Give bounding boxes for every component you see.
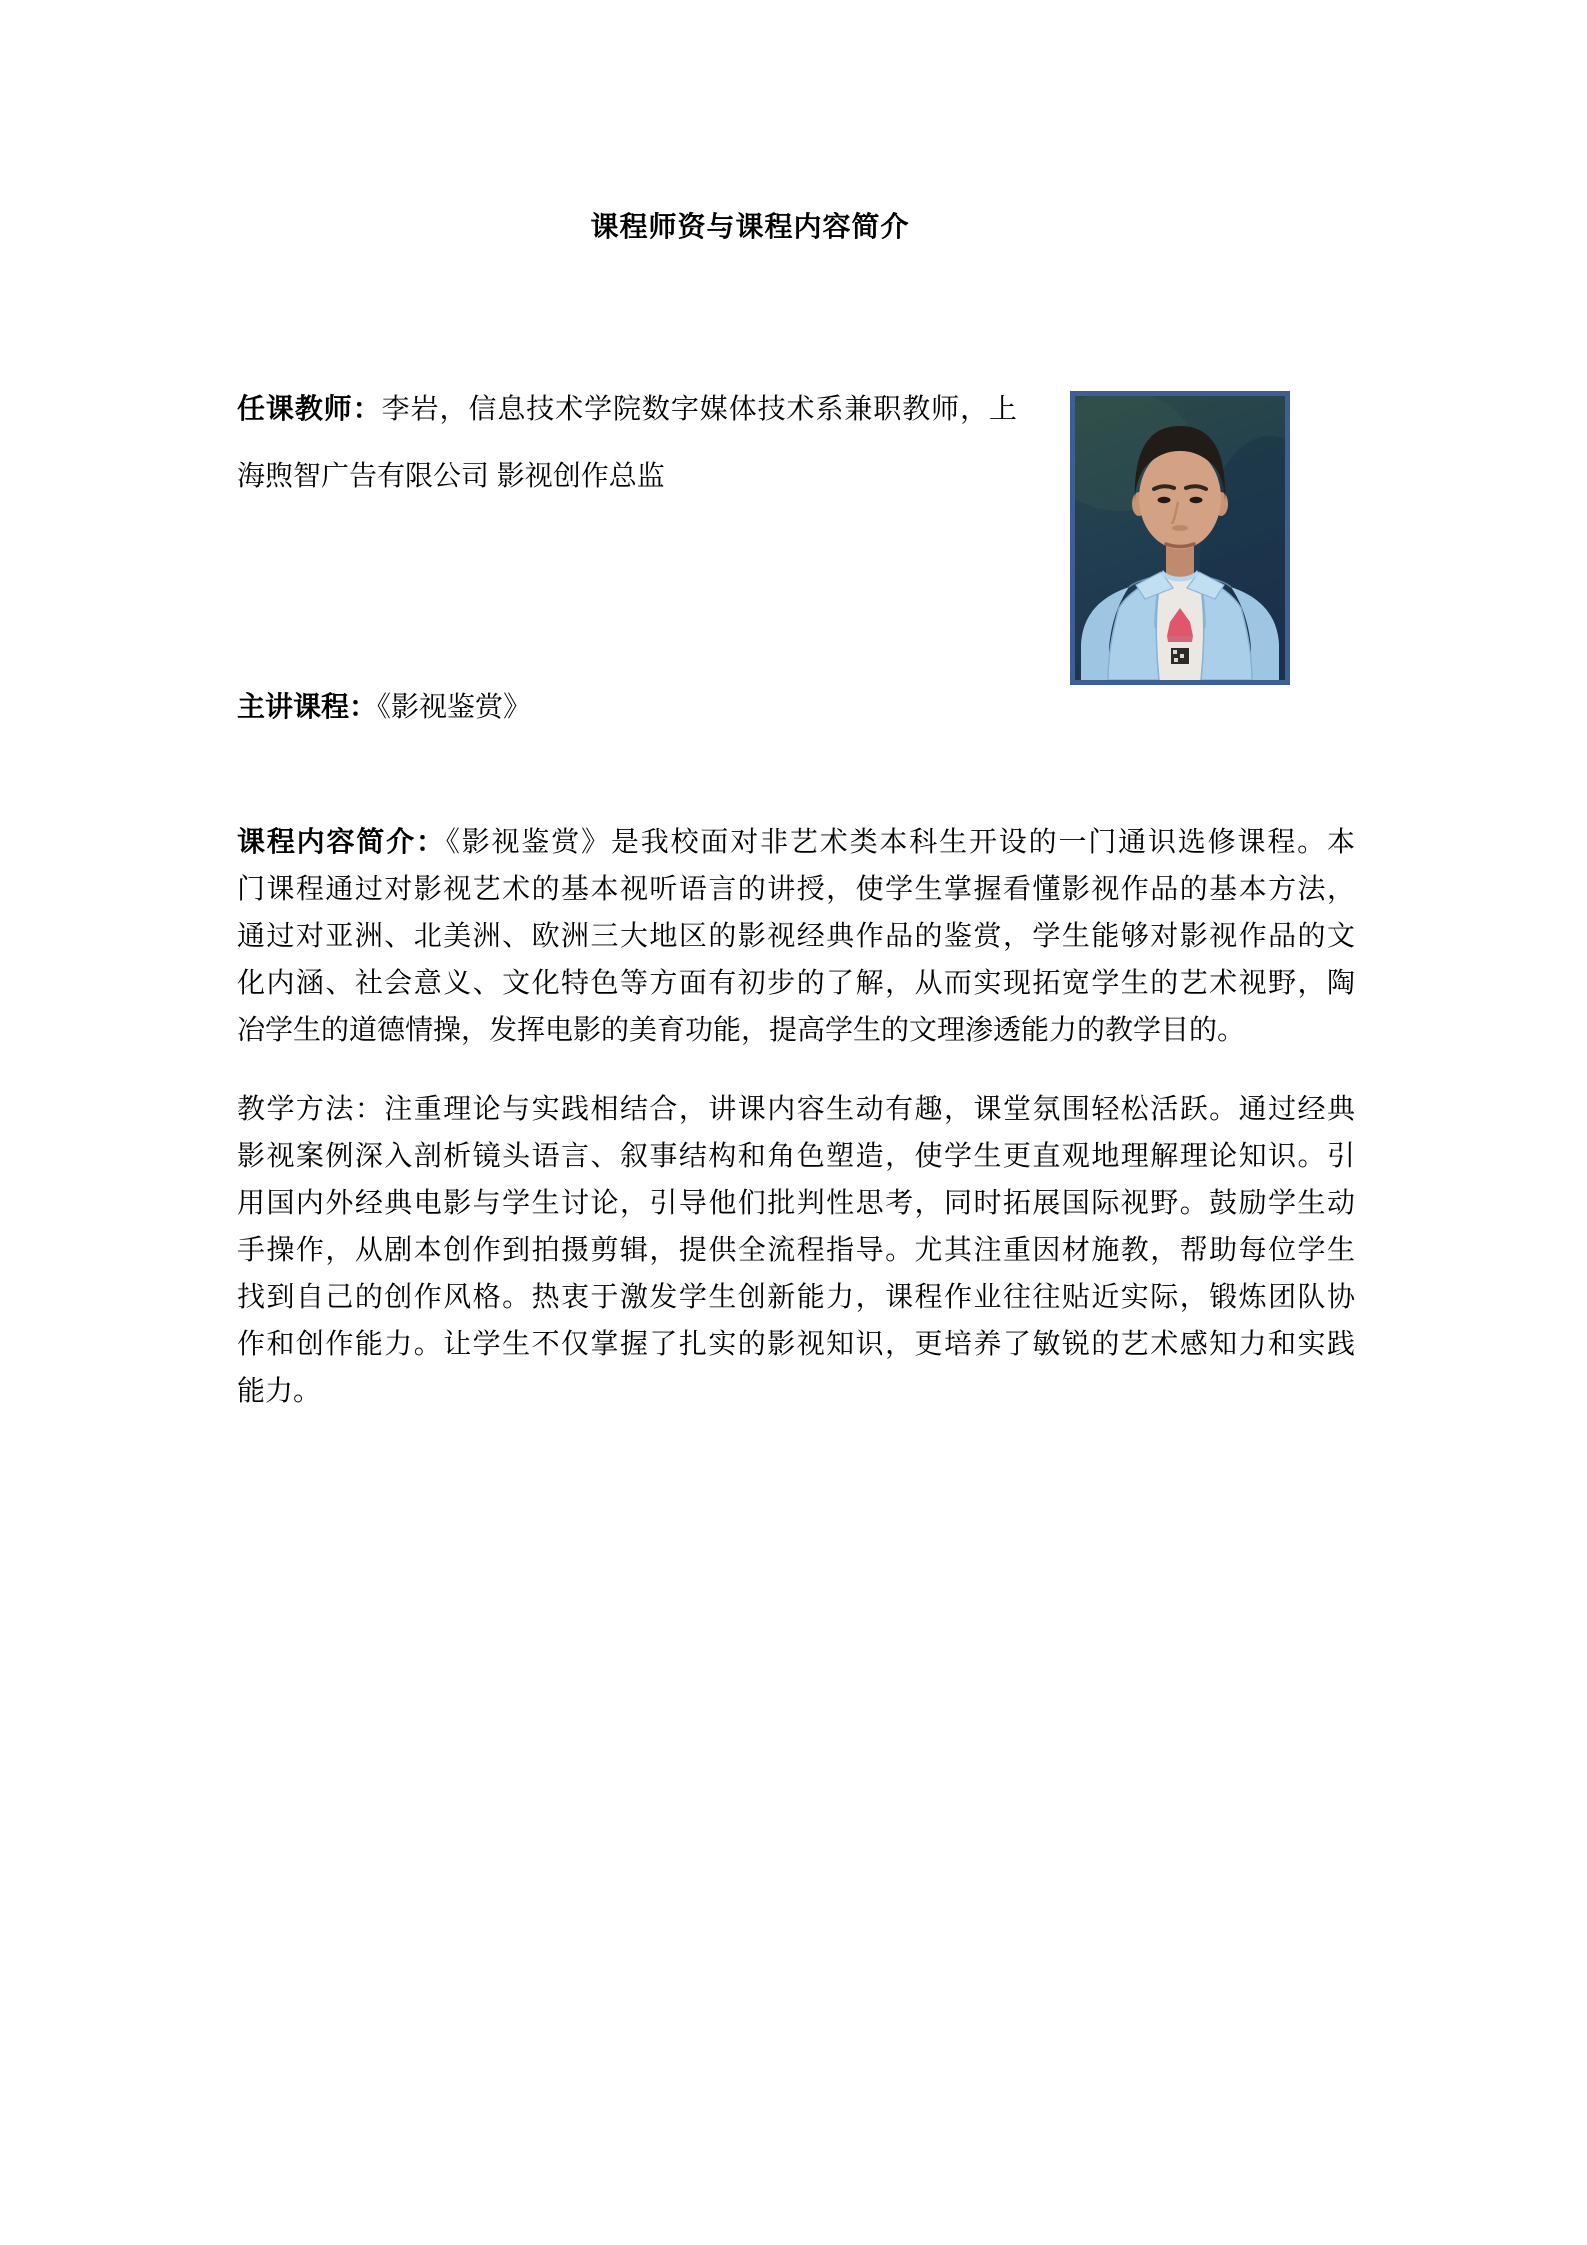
text-line: 影视案例深入剖析镜头语言、叙事结构和角色塑造，使学生更直观地理解理论知识。引 xyxy=(237,1140,1355,1171)
text-line: 冶学生的道德情操，发挥电影的美育功能，提高学生的文理渗透能力的教学目的。 xyxy=(237,1014,1246,1045)
text-line xyxy=(237,818,1355,865)
text-line: 教学方法：注重理论与实践相结合，讲课内容生动有趣，课堂氛围轻松活跃。通过经典 xyxy=(237,1093,1355,1124)
text-line: 通过对亚洲、北美洲、欧洲三大地区的影视经典作品的鉴赏，学生能够对影视作品的文 xyxy=(237,920,1355,951)
teacher-paragraph xyxy=(237,375,1017,509)
teacher-label: 任课教师： xyxy=(237,393,382,424)
course-line xyxy=(237,683,1355,730)
face xyxy=(1139,447,1221,549)
page-title: 课程师资与课程内容简介 xyxy=(590,211,910,242)
intro-label: 课程内容简介： xyxy=(237,826,446,857)
text-line: 找到自己的创作风格。热衷于激发学生创新能力，课程作业往往贴近实际，锻炼团队协 xyxy=(237,1281,1355,1312)
text-line: 用国内外经典电影与学生讨论，引导他们批判性思考，同时拓展国际视野。鼓励学生动 xyxy=(237,1187,1355,1218)
course-label: 主讲课程： xyxy=(237,691,378,722)
intro-paragraph xyxy=(237,818,1355,1053)
method-paragraph xyxy=(237,1085,1355,1414)
intro-line1: 《影视鉴赏》是我校面对非艺术类本科生开设的一门通识选修课程。本 xyxy=(445,826,1355,857)
text-line: 门课程通过对影视艺术的基本视听语言的讲授，使学生掌握看懂影视作品的基本方法， xyxy=(237,873,1355,904)
course-name: 《影视鉴赏》 xyxy=(377,691,532,722)
text-line: 能力。 xyxy=(237,1375,322,1406)
teacher-photo xyxy=(1070,391,1290,685)
text-line: 化内涵、社会意义、文化特色等方面有初步的了解，从而实现拓宽学生的艺术视野，陶 xyxy=(237,967,1355,998)
text-line: 作和创作能力。让学生不仅掌握了扎实的影视知识，更培养了敏锐的艺术感知力和实践 xyxy=(237,1328,1355,1359)
text-line xyxy=(237,375,1017,442)
text-line: 手操作，从剧本创作到拍摄剪辑，提供全流程指导。尤其注重因材施教，帮助每位学生 xyxy=(237,1234,1355,1265)
teacher-line1: 李岩，信息技术学院数字媒体技术系兼职教师，上 xyxy=(381,393,1017,424)
text-line: 海煦智广告有限公司 影视创作总监 xyxy=(237,460,665,491)
teacher-photo-image xyxy=(1075,396,1285,680)
